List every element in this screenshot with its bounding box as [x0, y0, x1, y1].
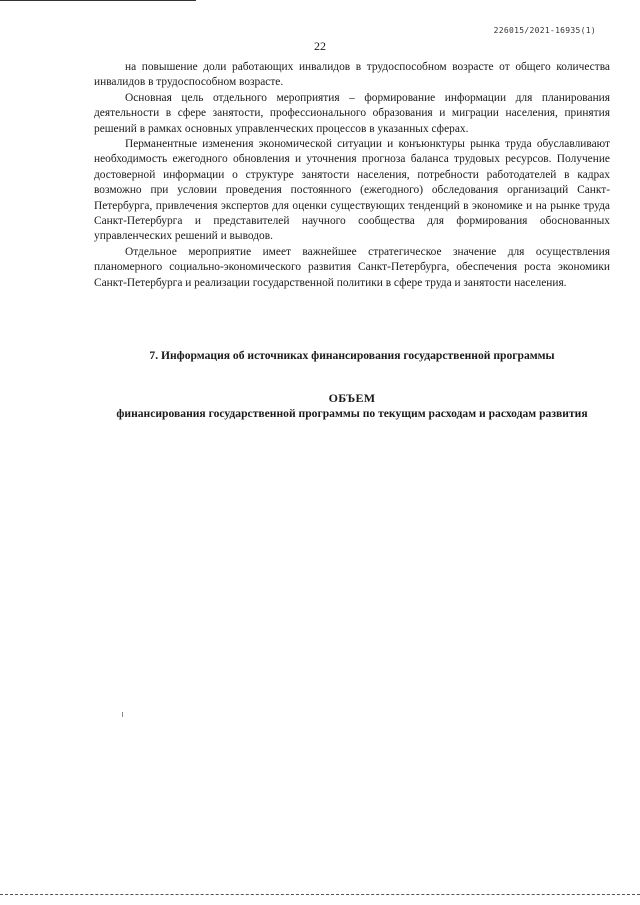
scan-speck [122, 712, 123, 717]
section-heading: 7. Информация об источниках финансирования государственной программы [149, 349, 555, 362]
volume-title: ОБЪЕМ [328, 391, 376, 405]
paragraph-strategic-value: Отдельное мероприятие имеет важнейшее стратегическое значение для осуществления планомерного социально-экономического развития Санкт-Петербурга, обеспечения роста экономики Санкт-Петербурга и реализации государственной политики в сфере труда и занятости населения. [94, 245, 610, 289]
body-text [94, 60, 610, 291]
scan-bottom-rule [0, 894, 640, 895]
volume-subtitle: финансирования государственной программы по текущим расходам и расходам развития [116, 407, 588, 420]
scan-top-rule [0, 0, 196, 1]
page-number: 22 [314, 39, 326, 53]
paragraph-goal: Основная цель отдельного мероприятия – формирование информации для планирования деятельности в сфере занятости, профессионального образования и миграции населения, принятия решений в рамках основных управленческих процессов в указанных сферах. [94, 91, 610, 135]
document-id: 226015/2021-16935(1) [493, 26, 596, 35]
paragraph-continuation: на повышение доли работающих инвалидов в трудоспособном возрасте от общего количества инвалидов в трудоспособном возрасте. [94, 61, 610, 89]
paragraph-labor-market: Перманентные изменения экономической ситуации и конъюнктуры рынка труда обуславливают необходимость ежегодного обновления и уточнения прогноза баланса трудовых ресурсов. Получение достоверной информации о структуре занятости населения, потребности работодателей в кадрах возможно при условии проведения постоянного (ежегодного) обследования организаций Санкт-Петербурга, привлечения экспертов для оценки существующих тенденций в экономике и на рынке труда Санкт-Петербурга и представителей научного сообщества для формирования обоснованных управленческих решений и выводов. [94, 138, 610, 243]
